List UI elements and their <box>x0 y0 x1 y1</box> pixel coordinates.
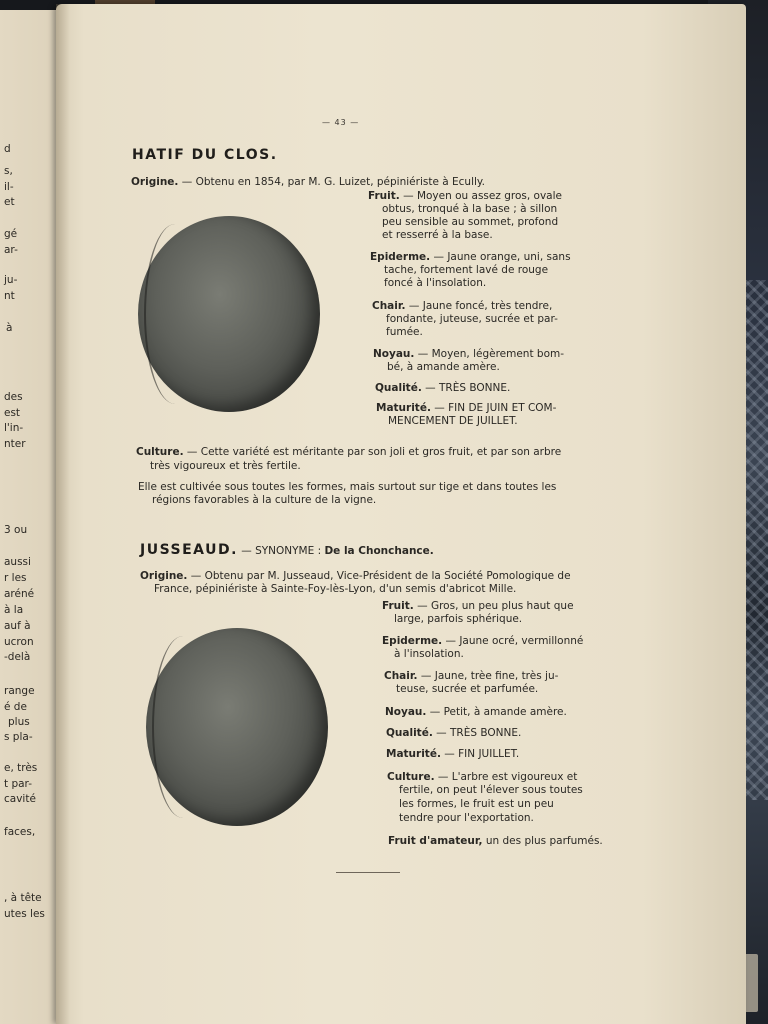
fruit-text: — Gros, un peu plus haut que <box>417 600 574 612</box>
culture-line <box>136 446 561 459</box>
culture-text: les formes, le fruit est un peu <box>399 798 554 810</box>
epiderme-label: Epiderme. <box>370 251 431 263</box>
left-fragment: ju- <box>4 274 18 286</box>
qualite-label: Qualité. <box>386 727 433 739</box>
maturite-label: Maturité. <box>386 748 441 760</box>
fruit-label: Fruit. <box>368 190 400 202</box>
left-fragment: plus <box>8 716 30 728</box>
chair-text: teuse, sucrée et parfumée. <box>396 683 539 695</box>
left-fragment: t par- <box>4 778 32 790</box>
culture-label: Culture. <box>387 771 435 783</box>
noyau-text: bé, à amande amère. <box>387 361 500 373</box>
synonyme-value: De la Chonchance. <box>324 545 434 557</box>
noyau-line <box>385 706 567 719</box>
fruit-label: Fruit. <box>382 600 414 612</box>
fruit-line <box>382 600 574 613</box>
origine-text: — Obtenu par M. Jusseaud, Vice-Président de la Société Pomologique de <box>190 570 571 582</box>
left-fragment: à <box>6 322 13 334</box>
epiderme-line <box>382 635 583 648</box>
epiderme-text: à l'insolation. <box>394 648 464 660</box>
left-fragment: à la <box>4 604 24 616</box>
maturite-line <box>376 402 556 415</box>
origine-text: France, pépiniériste à Sainte-Foy-lès-Lyon, d'un semis d'abricot Mille. <box>154 583 517 595</box>
left-fragment: nter <box>4 438 26 450</box>
left-fragment: s, <box>4 165 13 177</box>
left-fragment: gé <box>4 228 18 240</box>
left-fragment: est <box>4 407 21 419</box>
noyau-label: Noyau. <box>373 348 415 360</box>
left-fragment: l'in- <box>4 422 24 434</box>
left-fragment: nt <box>4 290 15 302</box>
chair-text: — Jaune foncé, très tendre, <box>408 300 553 312</box>
chair-text: — Jaune, trèe fine, très ju- <box>420 670 559 682</box>
fruit-line <box>368 190 562 203</box>
book-page <box>56 4 746 1024</box>
epiderme-label: Epiderme. <box>382 635 443 647</box>
left-fragment: r les <box>4 572 27 584</box>
origine-line <box>131 176 485 189</box>
left-fragment: s pla- <box>4 731 33 743</box>
epiderme-line <box>370 251 571 264</box>
amateur-line <box>388 835 603 848</box>
variety-title: JUSSEAUD. <box>140 542 238 558</box>
left-fragment: auf à <box>4 620 31 632</box>
note-text: régions favorables à la culture de la vigne. <box>152 494 377 506</box>
epiderme-text: tache, fortement lavé de rouge <box>384 264 549 276</box>
page-number: — 43 — <box>322 118 360 127</box>
culture-text: — Cette variété est méritante par son joli et gros fruit, et par son arbre <box>186 446 562 458</box>
left-fragment: faces, <box>4 826 36 838</box>
maturite-label: Maturité. <box>376 402 431 414</box>
variety-title: HATIF DU CLOS. <box>132 147 278 163</box>
fruit-text: peu sensible au sommet, profond <box>382 216 559 228</box>
maturite-text: — FIN JUILLET. <box>444 748 520 760</box>
culture-text: très vigoureux et très fertile. <box>150 460 301 472</box>
qualite-text: — TRÈS BONNE. <box>425 382 511 394</box>
fruit-text: et resserré à la base. <box>382 229 493 241</box>
maturite-text: — FIN DE JUIN ET COM- <box>434 402 557 414</box>
origine-label: Origine. <box>140 570 188 582</box>
chair-line <box>384 670 558 683</box>
fruit-text: large, parfois sphérique. <box>394 613 523 625</box>
maturite-line <box>386 748 519 761</box>
qualite-line <box>386 727 521 740</box>
left-fragment: aussi <box>4 556 31 568</box>
epiderme-text: — Jaune orange, uni, sans <box>433 251 571 263</box>
epiderme-text: — Jaune ocré, vermillonné <box>445 635 584 647</box>
amateur-label: Fruit d'amateur, <box>388 835 483 847</box>
noyau-text: — Moyen, légèrement bom- <box>417 348 565 360</box>
chair-line <box>372 300 552 313</box>
qualite-text: — TRÈS BONNE. <box>436 727 522 739</box>
left-fragment: et <box>4 196 15 208</box>
left-fragment: range <box>4 685 35 697</box>
noyau-line <box>373 348 564 361</box>
noyau-text: — Petit, à amande amère. <box>429 706 567 718</box>
apricot-seam <box>144 224 206 404</box>
left-fragment: utes les <box>4 908 45 920</box>
amateur-text: un des plus parfumés. <box>485 835 603 847</box>
fruit-text: obtus, tronqué à la base ; à sillon <box>382 203 558 215</box>
left-fragment: des <box>4 391 23 403</box>
left-fragment: il- <box>4 181 14 193</box>
left-fragment: cavité <box>4 793 36 805</box>
noyau-label: Noyau. <box>385 706 427 718</box>
qualite-label: Qualité. <box>375 382 422 394</box>
section-divider <box>336 872 400 873</box>
origine-text: — Obtenu en 1854, par M. G. Luizet, pépiniériste à Ecully. <box>181 176 485 188</box>
origine-line <box>140 570 571 583</box>
chair-text: fondante, juteuse, sucrée et par- <box>386 313 558 325</box>
chair-label: Chair. <box>384 670 418 682</box>
fruit-text: — Moyen ou assez gros, ovale <box>403 190 562 202</box>
maturite-text: MENCEMENT DE JUILLET. <box>388 415 518 427</box>
culture-label: Culture. <box>136 446 184 458</box>
apricot-seam <box>152 636 214 818</box>
variety-heading <box>140 544 434 558</box>
left-fragment: -delà <box>4 651 31 663</box>
synonyme-prefix: — SYNONYME : <box>241 545 322 557</box>
left-fragment: d <box>4 143 11 155</box>
left-fragment: é de <box>4 701 27 713</box>
culture-text: — L'arbre est vigoureux et <box>437 771 578 783</box>
qualite-line <box>375 382 510 395</box>
culture-text: fertile, on peut l'élever sous toutes <box>399 784 583 796</box>
chair-label: Chair. <box>372 300 406 312</box>
left-fragment: , à tête <box>4 892 42 904</box>
left-fragment: aréné <box>4 588 35 600</box>
left-fragment: ar- <box>4 244 18 256</box>
note-text: Elle est cultivée sous toutes les formes, mais surtout sur tige et dans toutes les <box>138 481 557 493</box>
left-fragment: ucron <box>4 636 34 648</box>
culture-text: tendre pour l'exportation. <box>399 812 534 824</box>
chair-text: fumée. <box>386 326 423 338</box>
epiderme-text: foncé à l'insolation. <box>384 277 487 289</box>
left-fragment: 3 ou <box>4 524 28 536</box>
left-fragment: e, très <box>4 762 38 774</box>
culture-line <box>387 771 577 784</box>
origine-label: Origine. <box>131 176 179 188</box>
